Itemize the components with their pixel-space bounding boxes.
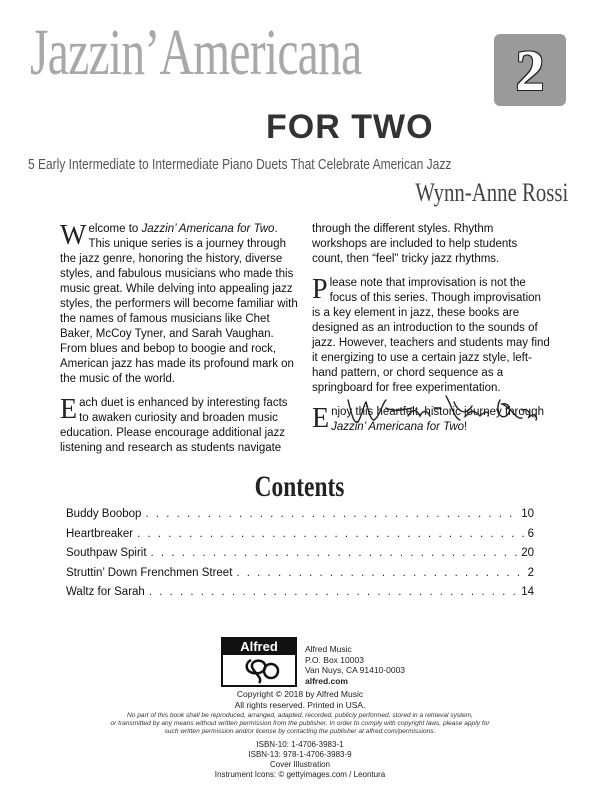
isbn-13: ISBN-13: 978-1-4706-3983-9 [248,750,352,759]
publisher-name: Alfred Music [305,644,352,654]
legal-line: or transmitted by any means without written permission from the publisher. In order to comply with copyright laws, please apply for [110,720,490,727]
toc-item[interactable] [66,567,534,587]
publisher-city: Van Nuys, CA 91410-0003 [305,665,406,675]
author-signature [342,386,542,436]
toc-title: Southpaw Spirit [66,547,147,559]
intro-text: lease note that improvisation is not the focus of this series. Though improvisation is a key element in jazz, these books are designed as an introduction to the sounds of jazz. However, teachers and students may find it energizing to use a certain jazz style, left-hand pattern, or chord sequence as a springboard for free experimentation. [312,277,550,394]
subtitle: 5 Early Intermediate to Intermediate Piano Duets That Celebrate American Jazz [28,156,452,173]
drop-cap: E [60,394,78,425]
toc-title: Waltz for Sarah [66,586,145,598]
table-of-contents [66,508,534,606]
toc-item[interactable] [66,528,534,548]
contents-heading [0,470,600,504]
logo-text: Alfred [223,639,295,655]
toc-leader [145,508,517,520]
toc-leader [137,528,523,540]
toc-page: 20 [521,547,534,559]
rights-reserved: All rights reserved. Printed in USA. [234,700,366,710]
cover-credit: Cover Illustration [269,760,331,769]
publisher-address [305,644,405,686]
toc-item[interactable] [66,586,534,606]
book-title: Jazzin’Americana [30,16,362,89]
toc-item[interactable] [66,547,534,567]
intro-paragraph-2-cont: through the different styles. Rhythm workshops are included to help students count, then “feel” tricky jazz rhythms. [312,223,518,265]
publisher-url[interactable]: alfred.com [305,675,348,686]
legal-line: No part of this book shall be reproduced, arranged, adapted, recorded, publicly performed, stored in a retrieval system, [127,712,473,719]
drop-cap: W [60,220,87,251]
author-name: Wynn-Anne Rossi [414,178,568,207]
drop-cap: P [312,274,328,305]
volume-number: 2 [515,37,545,103]
toc-leader [149,586,517,598]
toc-page: 14 [521,586,534,598]
toc-page: 2 [527,566,534,579]
intro-text: njoy this heartfelt, historic journey through [331,406,544,418]
intro-text: ach duet is enhanced by interesting facts to awaken curiosity and broaden music education. Please encourage additional jazz listening and research as students navigate [60,397,288,454]
isbn-10: ISBN-10: 1-4706-3983-1 [256,740,344,749]
intro-text: ! [464,421,468,433]
intro-left-column [60,222,298,465]
intro-paragraph-2 [60,396,298,456]
legal-notice [0,712,600,736]
intro-book-title: Jazzin’ Americana for Two [141,223,275,235]
alfred-logo [221,637,297,687]
toc-item[interactable] [66,508,534,528]
contents-heading-text: Contents [255,470,345,503]
icons-credit: Instrument Icons: © gettyimages.com / Leontura [214,770,386,779]
volume-badge [494,34,566,106]
copyright-block [0,689,600,711]
toc-page: 10 [521,508,534,520]
copyright: Copyright © 2018 by Alfred Music [236,689,364,699]
toc-title: Struttin’ Down Frenchmen Street [66,566,233,579]
isbn-block [0,740,600,780]
intro-text: . This unique series is a journey through the jazz genre, honoring the history, diverse styles, and fabulous musicians who made this music great. While delving into appealing jazz styles, the performers will become familiar with the names of famous musicians like Chet Baker, McCoy Tyner, and Sarah Vaughan. From blues and bebop to boogie and rock, American jazz has made its profound mark on the music of the world. [60,223,298,385]
toc-title: Heartbreaker [66,527,134,540]
intro-text: elcome to [88,223,142,235]
treble-clef-icon [223,655,295,685]
toc-leader [236,567,523,579]
drop-cap: E [312,403,330,434]
legal-line: such written permission and/or license by contacting the publisher at alfred.com/permissions. [164,728,436,735]
intro-paragraph-1 [60,222,298,387]
for-two-title: FOR TWO [266,108,434,146]
toc-title: Buddy Boobop [66,508,142,520]
toc-page: 6 [527,527,534,540]
toc-leader [151,547,518,559]
intro-paragraph-3 [312,276,550,396]
intro-book-title: Jazzin’ Americana for Two [331,421,465,433]
publisher-box: P.O. Box 10003 [305,654,364,665]
